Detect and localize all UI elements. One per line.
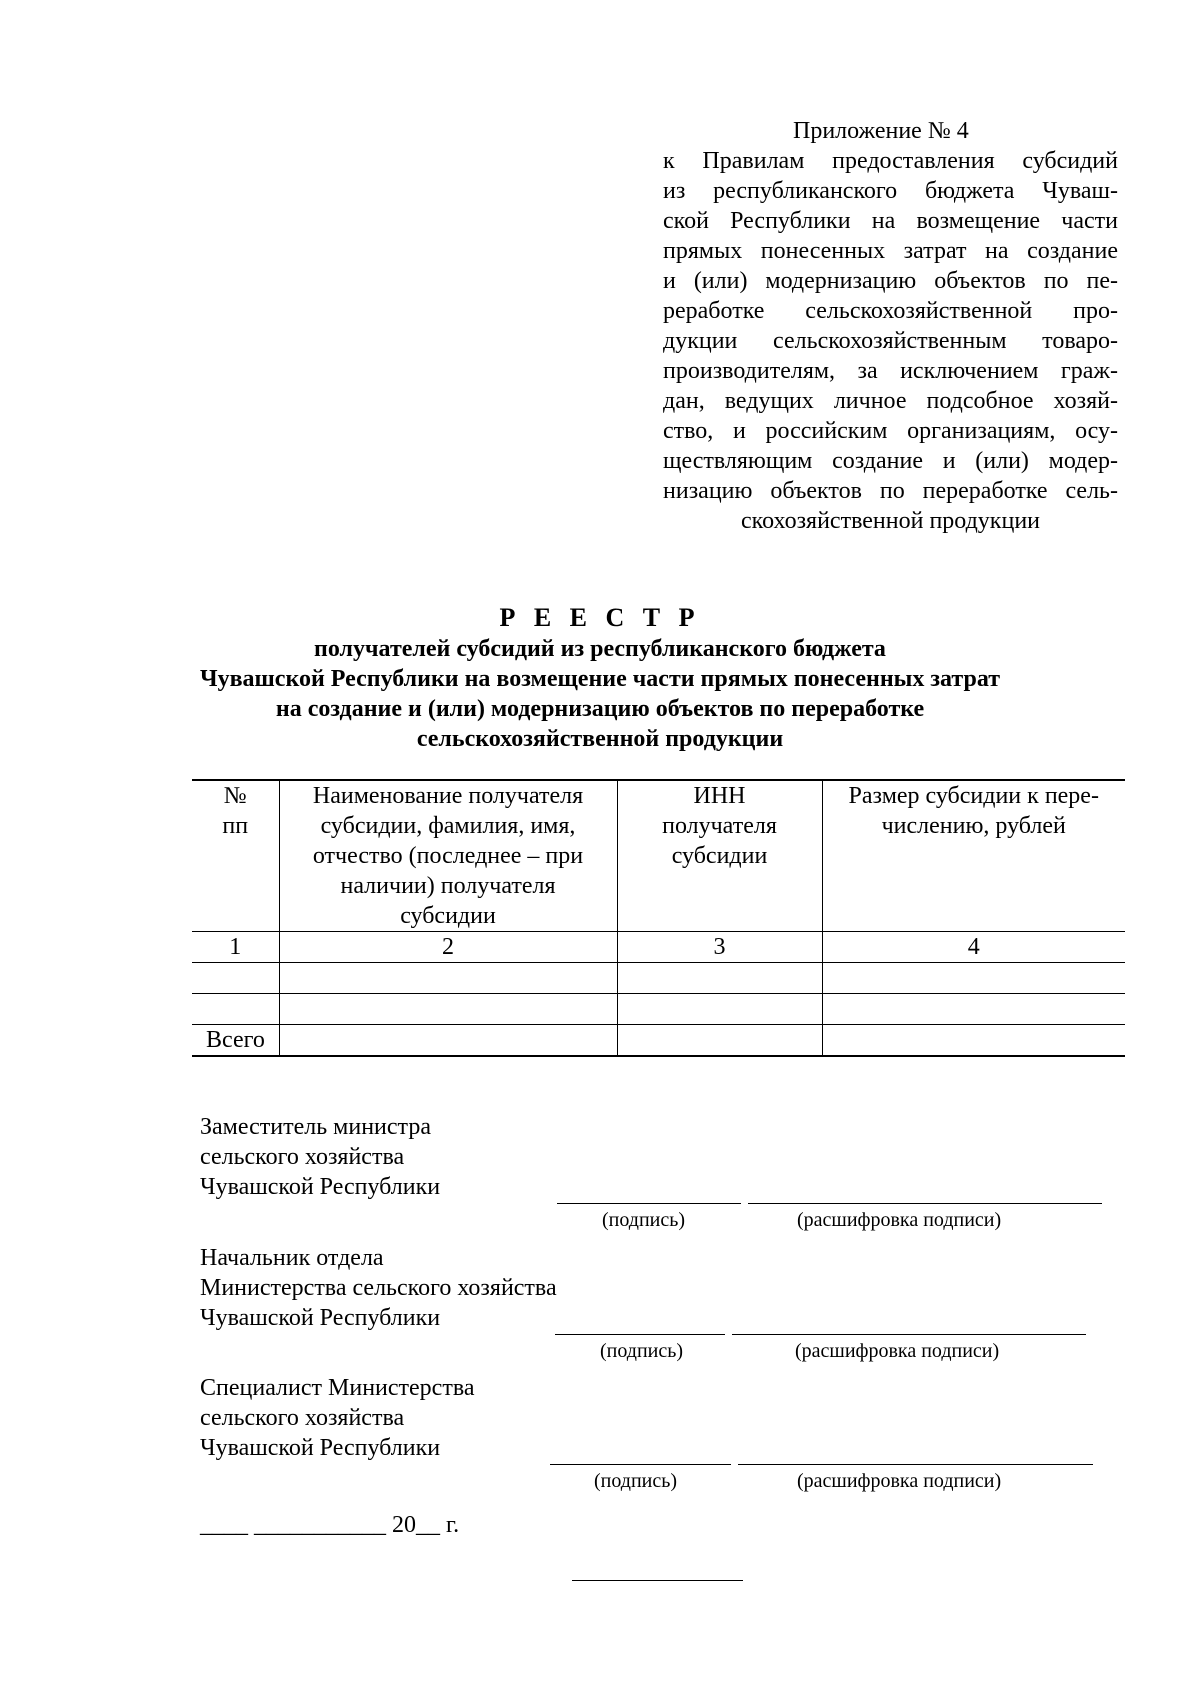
appendix-line: дан, ведущих личное подсобное хозяй- (663, 388, 1118, 414)
table-cell (617, 994, 822, 1025)
register-subtitle-line: Чувашской Республики на возмещение части прямых понесенных затрат (199, 666, 1001, 692)
appendix-line: прямых понесенных затрат на создание (663, 238, 1118, 264)
header-recipient-name: Наименование получателя субсидии, фамилия, имя, отчество (последнее – при наличии) получателя субсидии (279, 780, 617, 932)
table-cell (822, 1025, 1125, 1057)
appendix-line: ство, и российским организациям, осу- (663, 418, 1118, 444)
decode-line (738, 1464, 1093, 1465)
appendix-last-line: скохозяйственной продукции (740, 508, 1040, 534)
table-cell (822, 963, 1125, 994)
decode-line (732, 1334, 1086, 1335)
signature-line (557, 1203, 741, 1204)
table-number-row (192, 932, 1125, 963)
table-header-row (192, 780, 1125, 932)
appendix-line: реработке сельскохозяйственной про- (663, 298, 1118, 324)
table-cell (617, 963, 822, 994)
signature-title-line: Чувашской Республики (200, 1305, 441, 1331)
appendix-line: ской Республики на возмещение части (663, 208, 1118, 234)
signature-title-line: Заместитель министра (200, 1114, 431, 1140)
table-cell (279, 1025, 617, 1057)
decode-caption: (расшифровка подписи) (797, 1470, 1002, 1492)
table-cell (192, 963, 279, 994)
total-label: Всего (192, 1025, 279, 1057)
table-cell (279, 963, 617, 994)
decode-line (748, 1203, 1102, 1204)
signature-line (550, 1464, 731, 1465)
column-number: 2 (279, 932, 617, 963)
register-heading: Р Е Е С Т Р (499, 603, 701, 632)
table-row (192, 963, 1125, 994)
appendix-line: дукции сельскохозяйственным товаро- (663, 328, 1118, 354)
table-total-row (192, 1025, 1125, 1057)
appendix-line: производителям, за исключением граж- (663, 358, 1118, 384)
table-row (192, 994, 1125, 1025)
table-cell (279, 994, 617, 1025)
column-number: 3 (617, 932, 822, 963)
signature-line (555, 1334, 725, 1335)
table-cell (617, 1025, 822, 1057)
signature-title-line: сельского хозяйства (200, 1405, 405, 1431)
column-number: 4 (822, 932, 1125, 963)
signature-title-line: Чувашской Республики (200, 1435, 441, 1461)
appendix-line: и (или) модернизацию объектов по пе- (663, 268, 1118, 294)
header-inn: ИНН получателя субсидии (617, 780, 822, 932)
register-subtitle-line: на создание и (или) модернизацию объектов по переработке (275, 696, 925, 722)
header-subsidy-amount: Размер субсидии к пере- числению, рублей (822, 780, 1125, 932)
appendix-title: Приложение № 4 (793, 118, 969, 144)
column-number: 1 (192, 932, 279, 963)
signature-caption: (подпись) (600, 1340, 684, 1362)
signature-title-line: Чувашской Республики (200, 1174, 441, 1200)
appendix-line: низацию объектов по переработке сель- (663, 478, 1118, 504)
signature-title-line: Специалист Министерства (200, 1375, 475, 1401)
signature-title-line: Начальник отдела (200, 1245, 384, 1271)
appendix-line: из республиканского бюджета Чуваш- (663, 178, 1118, 204)
table-cell (822, 994, 1125, 1025)
appendix-line: к Правилам предоставления субсидий (663, 148, 1118, 174)
date-line: ____ ___________ 20__ г. (200, 1512, 460, 1538)
header-number: № пп (192, 780, 279, 932)
closing-separator (572, 1580, 743, 1581)
signature-caption: (подпись) (594, 1470, 678, 1492)
register-subtitle-line: получателей субсидий из республиканского бюджета (314, 636, 886, 662)
register-subtitle-line: сельскохозяйственной продукции (416, 726, 784, 752)
signature-title-line: сельского хозяйства (200, 1144, 405, 1170)
register-table (192, 779, 1125, 1057)
signature-caption: (подпись) (602, 1209, 686, 1231)
appendix-line: ществляющим создание и (или) модер- (663, 448, 1118, 474)
table-cell (192, 994, 279, 1025)
decode-caption: (расшифровка подписи) (795, 1340, 1000, 1362)
decode-caption: (расшифровка подписи) (797, 1209, 1002, 1231)
signature-title-line: Министерства сельского хозяйства (200, 1275, 557, 1301)
